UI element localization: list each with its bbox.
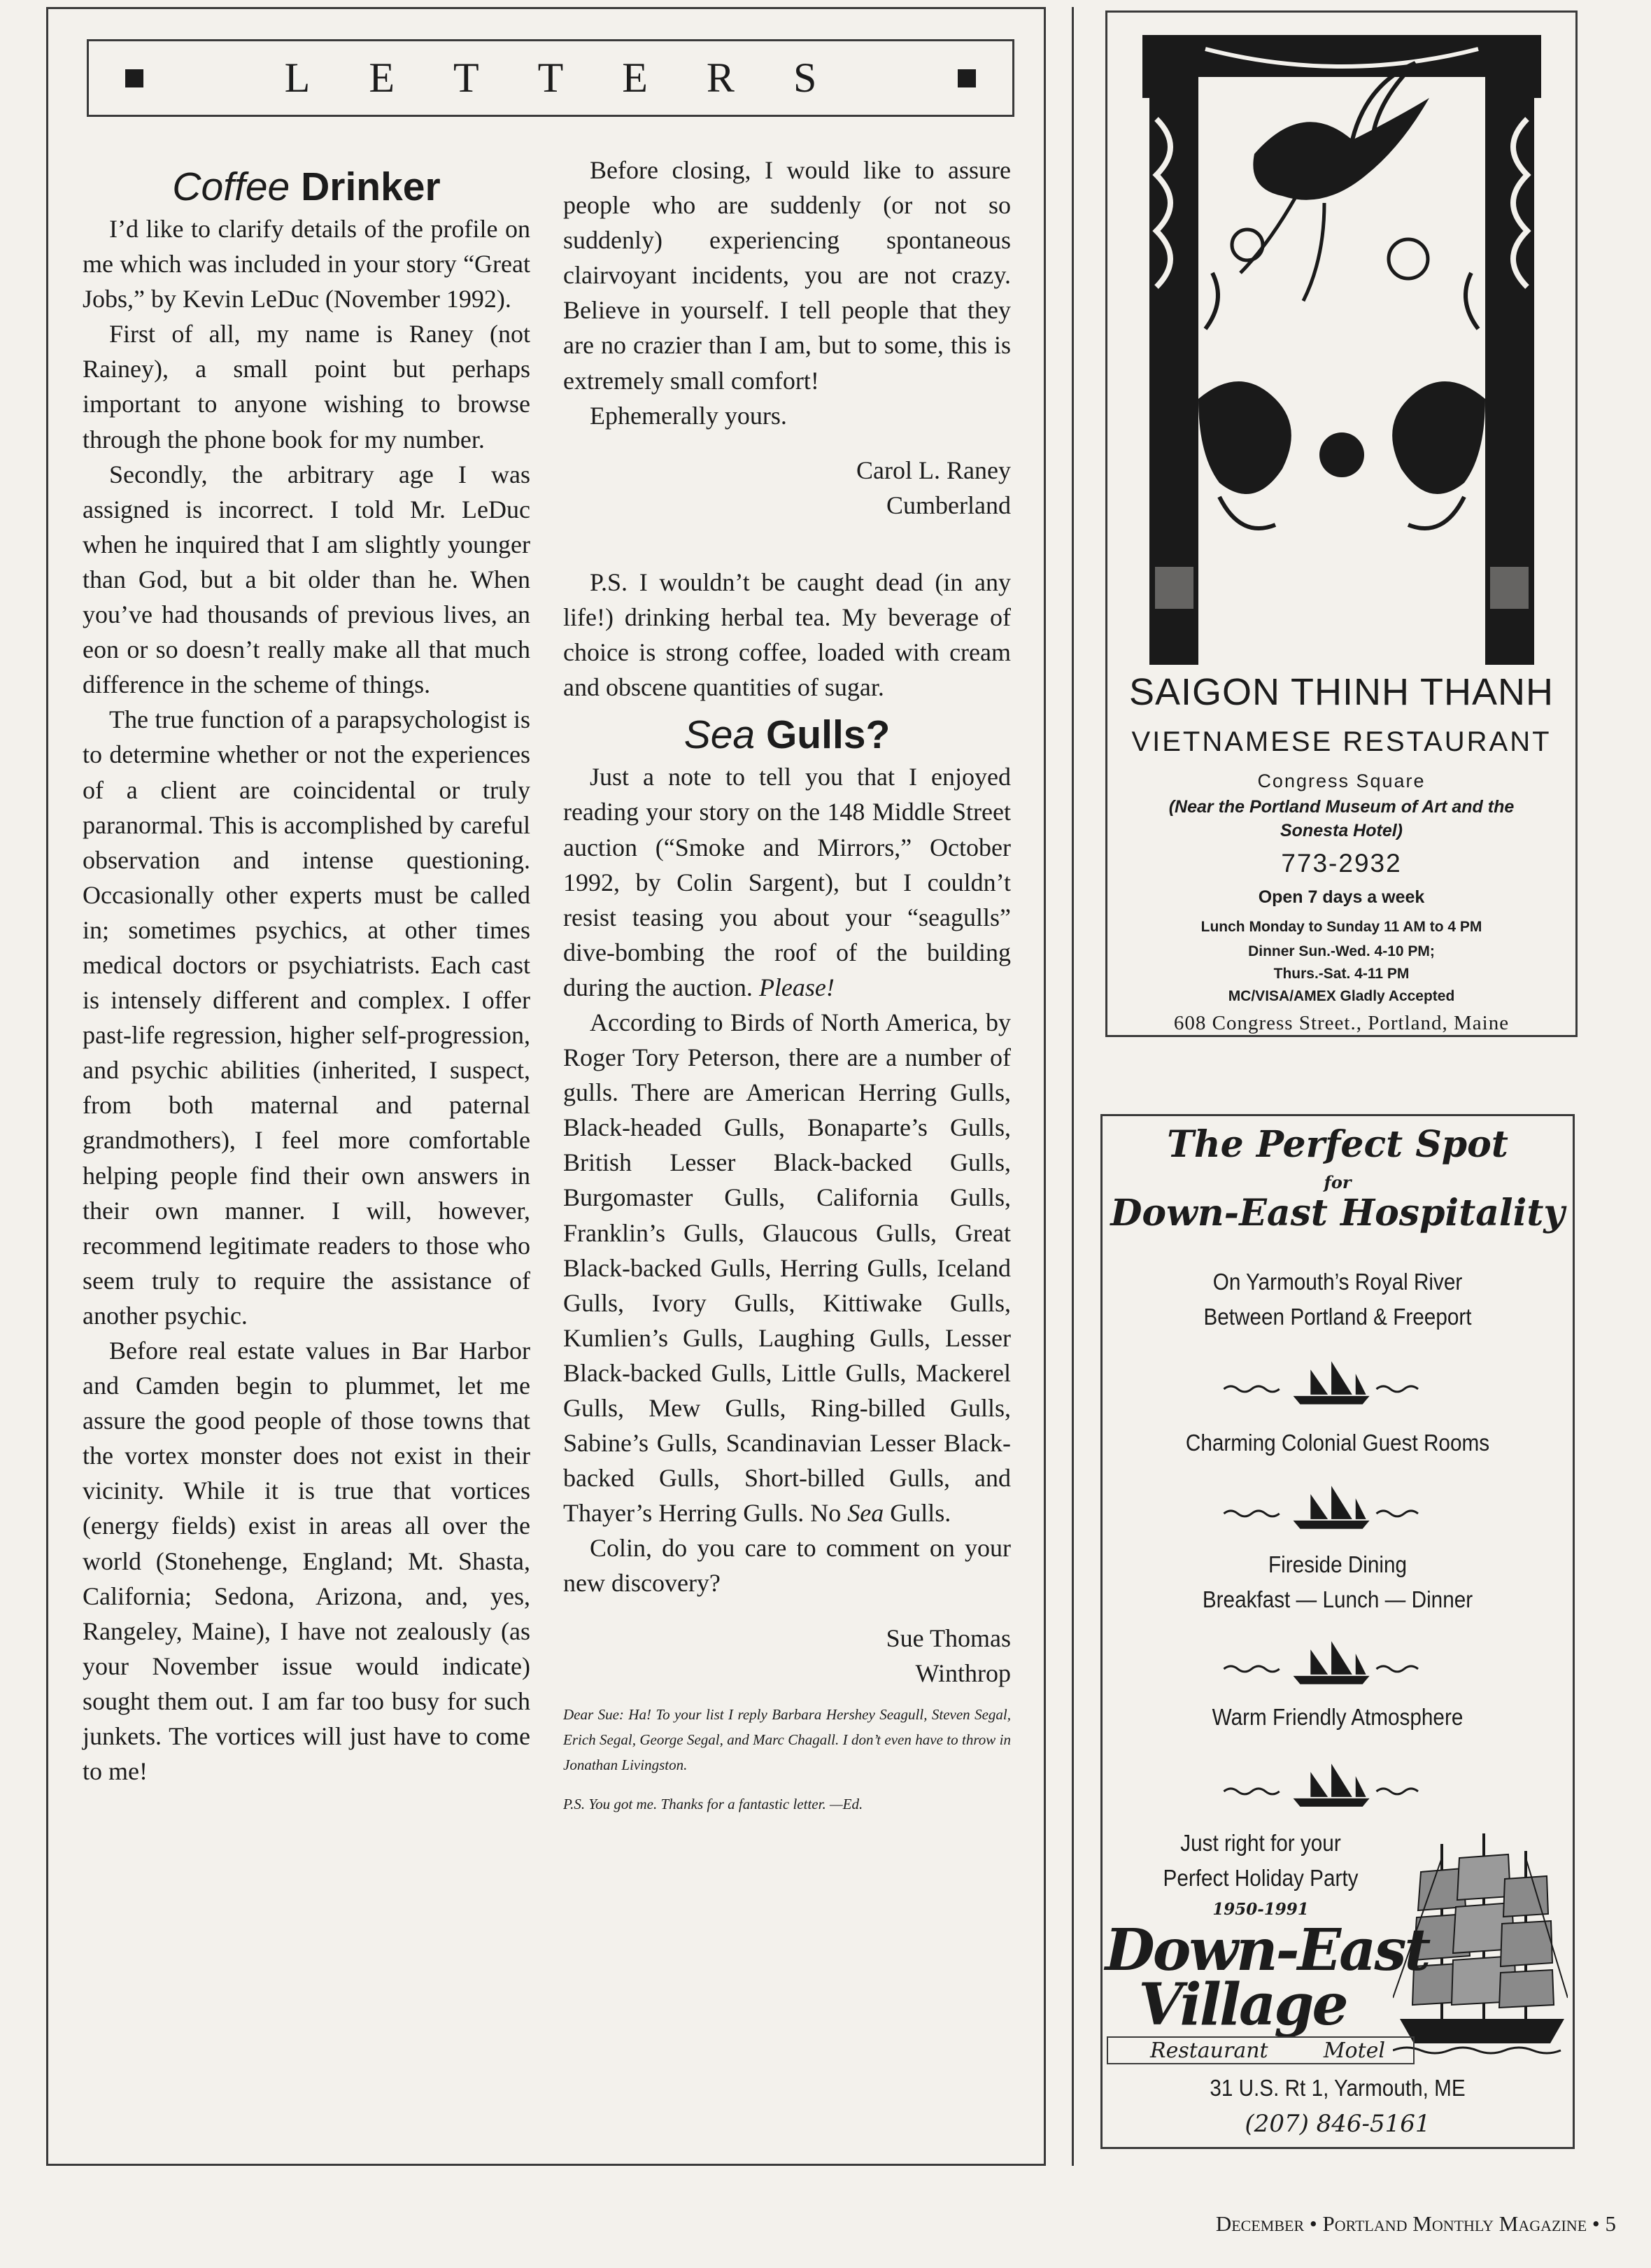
restaurant-phone: 773-2932 [1281,849,1402,878]
letter1-signature-name: Carol L. Raney [856,456,1011,484]
restaurant-location: Congress Square [1257,770,1426,791]
letter1-closing: Ephemerally yours. [590,401,787,430]
logo-motel-label: Motel [1323,2038,1385,2063]
ad-line-just-right: Just right for your [1180,1830,1341,1856]
folio-month: December [1215,2211,1305,2236]
letters-left-column [83,162,530,1789]
letter1-paragraph: I’d like to clarify details of the profile on me which was included in your story “Great Jobs,” by Kevin LeDuc (November 1992). [83,215,530,314]
sea-gulls-headline: Sea Gulls? [683,712,891,758]
ad-title-for: for [1324,1172,1352,1192]
restaurant-hours-weekend: Thurs.-Sat. 4-11 PM [1273,966,1410,982]
restaurant-hours-dinner: Dinner Sun.-Wed. 4-10 PM; [1248,943,1435,959]
restaurant-motel-bar [1107,2036,1415,2064]
sailing-ship-icon [1103,1479,1573,1535]
coffee-drinker-headline: Coffee Drinker [172,164,441,209]
letter1-paragraph: Secondly, the arbitrary age I was assigned is incorrect. I told Mr. LeDuc when he inquired that I am slightly younger than God, but a bit older than he. When you’ve had thousands of previous lives, an eon or so doesn’t really make all that much difference in the scheme of things. [83,460,530,699]
page-folio [1077,2211,1616,2237]
editor-postscript: P.S. You got me. Thanks for a fantastic letter. —Ed. [563,1795,863,1812]
ad-line-guest-rooms: Charming Colonial Guest Rooms [1185,1430,1490,1456]
letter1-signature-town: Cumberland [886,491,1011,519]
ad-address: 31 U.S. Rt 1, Yarmouth, ME [1210,2075,1466,2101]
ad-phone: (207) 846-5161 [1245,2110,1431,2138]
letters-right-column [563,153,1011,1817]
sailing-ship-icon [1103,1354,1573,1410]
ad-line-river: On Yarmouth’s Royal River [1212,1269,1463,1295]
letter2-signature-town: Winthrop [915,1658,1011,1687]
ad-line-between: Between Portland & Freeport [1203,1304,1472,1330]
letter1-paragraph: Before closing, I would like to assure people who are suddenly (or not so suddenly) experiencing spontaneous clairvoyant incidents, you are not crazy. Believe in yourself. I tell people that they are no crazier than I am, but to some, this is extremely small comfort! [563,156,1011,395]
restaurant-address: 608 Congress Street., Portland, Maine [1173,1012,1510,1034]
saigon-restaurant-ad [1105,10,1578,1037]
restaurant-type: VIETNAMESE RESTAURANT [1131,726,1552,757]
folio-magazine: Portland Monthly Magazine [1322,2211,1587,2236]
ad-title-hospitality: Down-East Hospitality [1110,1192,1565,1234]
ad-line-holiday-party: Perfect Holiday Party [1163,1865,1359,1891]
ad-line-fireside: Fireside Dining [1268,1551,1408,1577]
folio-bullet-icon: • [1592,2211,1606,2236]
restaurant-location-note: (Near the Portland Museum of Art and the Sonesta Hotel) [1168,797,1515,840]
down-east-village-ad [1100,1114,1575,2149]
ad-line-atmosphere: Warm Friendly Atmosphere [1212,1704,1464,1730]
folio-bullet-icon: • [1309,2211,1323,2236]
folio-page-number: 5 [1605,2211,1616,2236]
dragon-gate-illustration [1142,35,1541,665]
header-square-right-icon [958,69,976,87]
ad-title-perfect-spot: The Perfect Spot [1167,1123,1508,1166]
letter2-paragraph: Colin, do you care to comment on your new discovery? [563,1534,1011,1598]
editor-reply: Dear Sue: Ha! To your list I reply Barbara Hershey Seagull, Steven Segal, Erich Segal, George Segal, and Marc Chagall. I don’t even have to throw in Jonathan Livingston. [563,1705,1011,1773]
down-east-logo: Down-East [1105,1917,1429,1984]
sailing-ship-icon [1103,1756,1573,1812]
letters-header [87,39,1014,117]
restaurant-cards-accepted: MC/VISA/AMEX Gladly Accepted [1228,988,1455,1004]
letter1-paragraph: Before real estate values in Bar Harbor and Camden begin to plummet, let me assure the good people of those towns that the vortex monster does not exist in their vicinity. While it is true that vortices (energy fields) exist in areas all over the world (Stonehenge, England; Mt. Shasta, California; Sedona, Arizona, and, yes, Rangeley, Maine), I have not zealously (as your November issue would indicate) sought them out. I am far too busy for such junkets. The vortices will just have to come to me! [83,1337,530,1786]
restaurant-hours-lunch: Lunch Monday to Sunday 11 AM to 4 PM [1200,919,1482,935]
restaurant-open-days: Open 7 days a week [1258,887,1425,907]
letter1-paragraph: First of all, my name is Raney (not Rainey), a small point but perhaps important to anyone wishing to browse through the phone book for my number. [83,320,530,453]
village-logo: Village [1138,1971,1347,2038]
letters-header-title: LETTERS [284,55,876,101]
letter2-signature-name: Sue Thomas [886,1623,1011,1652]
letter1-postscript: P.S. I wouldn’t be caught dead (in any life!) drinking herbal tea. My beverage of choice is strong coffee, loaded with cream and obscene quantities of sugar. [563,568,1011,702]
ad-line-meals: Breakfast — Lunch — Dinner [1202,1586,1473,1612]
letter2-paragraph: According to Birds of North America, by Roger Tory Peterson, there are a number of gulls. There are American Herring Gulls, Black-headed Gulls, Bonaparte’s Gulls, British Lesser Black-backed Gulls, Burgomaster Gulls, California Gulls, Franklin’s Gulls, Glaucous Gulls, Great Black-backed Gulls, Herring Gulls, Iceland Gulls, Ivory Gulls, Kittiwake Gulls, Kumlien’s Gulls, Laughing Gulls, Lesser Black-backed Gulls, Little Gulls, Mackerel Gulls, Mew Gulls, Ring-billed Gulls, Sabine’s Gulls, Scandinavian Lesser Black-backed Gulls, Short-billed Gulls, and Thayer’s Herring Gulls. No Sea Gulls. [563,1008,1011,1528]
letter1-paragraph: The true function of a parapsychologist is to determine whether or not the experiences of a client are coincidental or truly paranormal. This is accomplished by careful observation and intense questioning. Occasionally other experts must be called in; sometimes psychics, at other times medical doctors or psychiatrists. Each cast is intensely different and complex. I offer past-life regression, higher self-progression, and psychic abilities (inherited, I suspect, from both maternal and paternal grandmothers), I feel more comfortable helping people find their own answers in their own manner. I will, however, recommend legitimate readers to those who seem truly to require the assistance of another psychic. [83,705,530,1330]
restaurant-name: SAIGON THINH THANH [1128,671,1554,713]
sailing-ship-icon [1103,1634,1573,1690]
logo-restaurant-label: Restaurant [1150,2038,1268,2063]
header-square-left-icon [125,69,143,87]
letter2-paragraph: Just a note to tell you that I enjoyed reading your story on the 148 Middle Street auction (“Smoke and Mirrors,” October 1992, by Colin Sargent), but I couldn’t resist teasing you about your “seagulls” dive-bombing the roof of the building during the auction. Please! [563,763,1011,1001]
ad-years: 1950-1991 [1212,1900,1309,1919]
